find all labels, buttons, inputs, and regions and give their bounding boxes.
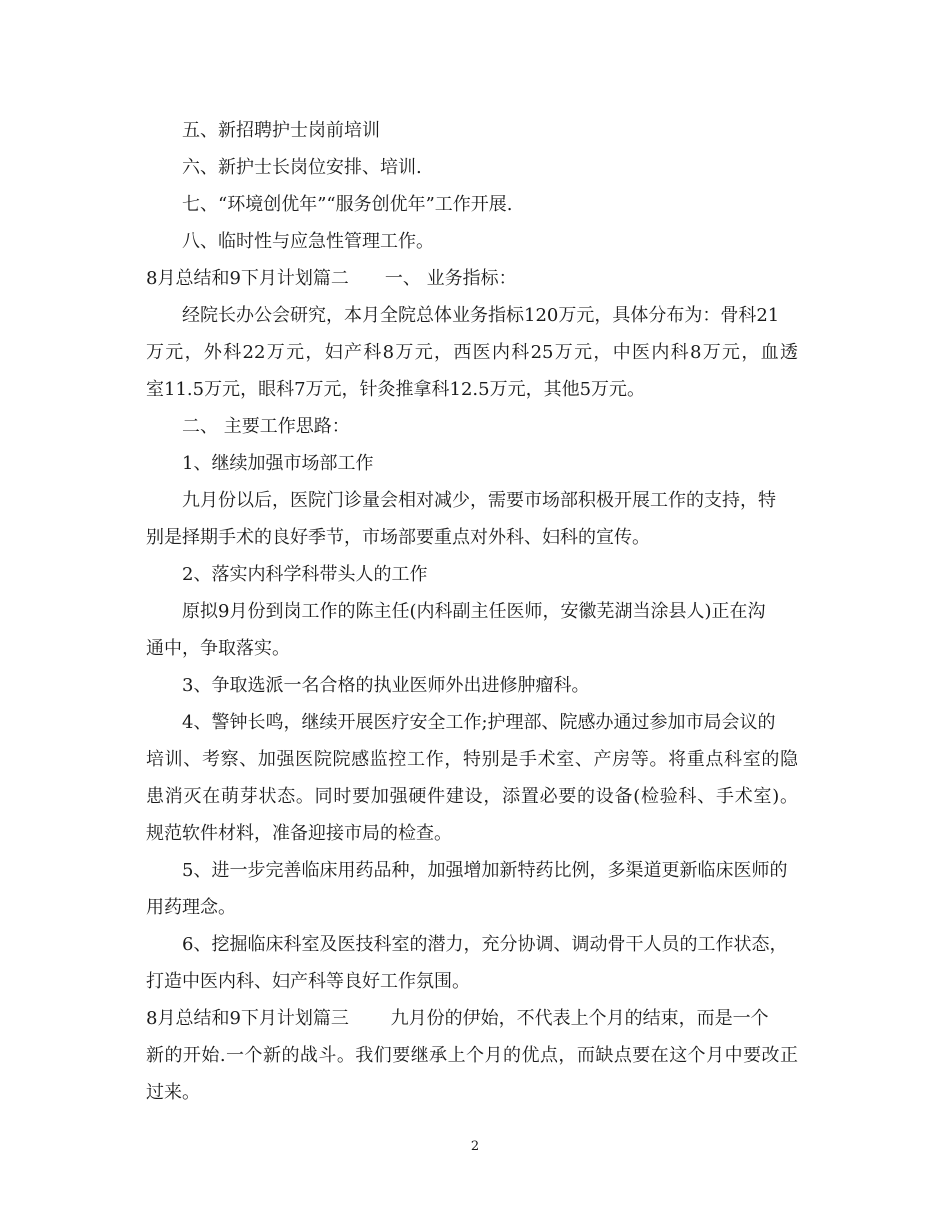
text-line: 室11.5万元，眼科7万元，针灸推拿科12.5万元，其他5万元。 xyxy=(146,379,646,400)
text-line: 6、挖掘临床科室及医技科室的潜力，充分协调、调动骨干人员的工作状态， xyxy=(182,934,788,955)
text-line: 过来。 xyxy=(146,1082,200,1103)
text-line: 万元，外科22万元，妇产科8万元，西医内科25万元，中医内科8万元，血透 xyxy=(146,342,798,363)
text-line: 用药理念。 xyxy=(146,897,236,918)
text-line: 别是择期手术的良好季节，市场部要重点对外科、妇科的宣传。 xyxy=(146,527,650,548)
text-line: 原拟9月份到岗工作的陈主任(内科副主任医师，安徽芜湖当涂县人)正在沟 xyxy=(182,601,766,622)
text-line: 5、进一步完善临床用药品种，加强增加新特药比例，多渠道更新临床医师的 xyxy=(182,860,788,881)
text-line: 规范软件材料，准备迎接市局的检查。 xyxy=(146,823,452,844)
text-line: 九月份以后，医院门诊量会相对减少，需要市场部积极开展工作的支持，特 xyxy=(182,490,776,511)
page-number: 2 xyxy=(470,1139,480,1154)
text-line: 4、警钟长鸣，继续开展医疗安全工作;护理部、院感办通过参加市局会议的 xyxy=(182,712,776,733)
text-line: 培训、考察、加强医院院感监控工作，特别是手术室、产房等。将重点科室的隐 xyxy=(146,749,798,770)
text-line: 五、新招聘护士岗前培训 xyxy=(182,120,380,141)
text-line: 新的开始.一个新的战斗。我们要继承上个月的优点，而缺点要在这个月中要改正 xyxy=(146,1045,798,1066)
text-line: 2、落实内科学科带头人的工作 xyxy=(182,564,428,585)
text-line: 患消灭在萌芽状态。同时要加强硬件建设，添置必要的设备(检验科、手术室)。 xyxy=(146,786,798,807)
section-heading: 8月总结和9下月计划篇二 一、 业务指标： xyxy=(146,268,517,289)
text-line: 经院长办公会研究，本月全院总体业务指标120万元，具体分布为：骨科21 xyxy=(182,305,780,326)
text-line: 二、 主要工作思路： xyxy=(182,416,350,437)
text-line: 打造中医内科、妇产科等良好工作氛围。 xyxy=(146,971,470,992)
text-line: 1、继续加强市场部工作 xyxy=(182,453,374,474)
text-line: 通中，争取落实。 xyxy=(146,638,290,659)
section-heading: 8月总结和9下月计划篇三 九月份的伊始，不代表上个月的结束，而是一个 xyxy=(146,1008,769,1029)
text-line: 七、“环境创优年”“服务创优年”工作开展. xyxy=(182,194,513,215)
text-line: 3、争取选派一名合格的执业医师外出进修肿瘤科。 xyxy=(182,675,590,696)
text-line: 八、临时性与应急性管理工作。 xyxy=(182,231,434,252)
text-line: 六、新护士长岗位安排、培训. xyxy=(182,157,422,178)
